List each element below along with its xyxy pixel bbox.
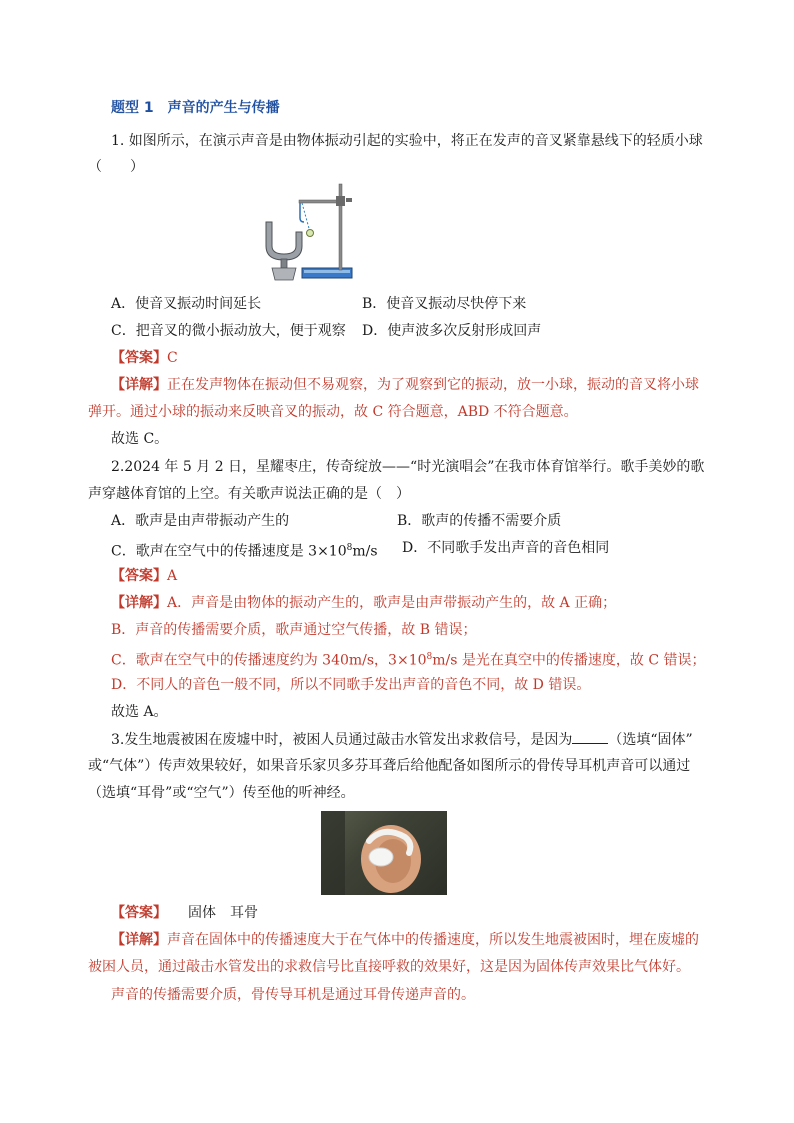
q2-answer xyxy=(111,566,177,586)
q3-stem-line1 xyxy=(111,729,693,750)
clamp-knob xyxy=(336,196,345,206)
detail-tag: 【详解】 xyxy=(111,932,167,948)
q1-conclusion: 故选 C。 xyxy=(111,431,169,447)
q2-option-d: D．不同歌手发出声音的音色相同 xyxy=(402,540,610,556)
q1-stem-line1: 1. 如图所示，在演示声音是由物体振动引起的实验中，将正在发声的音叉紧靠悬线下的轻质小球 xyxy=(111,133,703,149)
q2-option-c-unit: m/s xyxy=(352,543,378,560)
q2-detail-b: B．声音的传播需要介质，歌声通过空气传播，故 B 错误； xyxy=(111,622,477,638)
q3-detail-line3: 声音的传播需要介质，骨传导耳机是通过耳骨传递声音的。 xyxy=(111,987,475,1003)
q3-stem-line3: （选填“耳骨”或“空气”）传至他的听神经。 xyxy=(88,785,355,801)
q1-option-b: B．使音叉振动尽快停下来 xyxy=(362,296,527,312)
q3-answer xyxy=(111,903,258,923)
q2-option-b: B．歌声的传播不需要介质 xyxy=(397,513,562,529)
q1-detail-line2: 弹开。通过小球的振动来反映音叉的振动，故 C 符合题意，ABD 不符合题意。 xyxy=(88,404,578,420)
section-label: 题型 1 xyxy=(111,100,154,116)
answer-value: 固体 耳骨 xyxy=(188,905,258,921)
q2-stem-line1: 2.2024 年 5 月 2 日，星耀枣庄，传奇绽放——“时光演唱会”在我市体育馆举行。歌手美妙的歌 xyxy=(111,459,705,475)
tuning-fork-stand xyxy=(272,268,296,280)
ear-image xyxy=(321,811,447,895)
light-ball xyxy=(307,230,314,237)
clamp-screw xyxy=(346,198,352,202)
answer-tag: 【答案】 xyxy=(111,905,160,921)
q3-stem-text: 3.发生地震被困在废墟中时，被困人员通过敲击水管发出求救信号，是因为 xyxy=(111,732,573,748)
q2-detail-d: D．不同人的音色一般不同，所以不同歌手发出声音的音色不同，故 D 错误。 xyxy=(111,677,591,693)
q2-detail-c-exponent: 8 xyxy=(426,652,433,662)
q2-conclusion: 故选 A。 xyxy=(111,704,168,720)
clamp-arm xyxy=(299,200,341,203)
answer-tag: 【答案】 xyxy=(111,350,167,366)
thread xyxy=(302,203,310,232)
q2-option-a: A．歌声是由声带振动产生的 xyxy=(111,513,290,529)
q1-answer xyxy=(111,348,178,368)
detail-tag: 【详解】 xyxy=(111,595,167,611)
bone-conduction-earphone-photo xyxy=(321,811,447,895)
q3-blank xyxy=(572,729,608,744)
q1-stem-line2: （ ） xyxy=(88,159,144,175)
section-title: 声音的产生与传播 xyxy=(167,100,280,116)
detail-text: 声音在固体中的传播速度大于在气体中的传播速度，所以发生地震被困时，埋在废墟的 xyxy=(167,932,699,948)
q2-stem-line2: 声穿越体育馆的上空。有关歌声说法正确的是（ ） xyxy=(88,486,410,502)
tuning-fork xyxy=(266,222,302,260)
q2-detail-a xyxy=(111,593,616,613)
q1-detail-line1 xyxy=(111,375,699,395)
q2-option-c xyxy=(111,538,378,562)
q1-option-a: A．使音叉振动时间延长 xyxy=(111,296,262,312)
q3-detail-line1 xyxy=(111,930,699,950)
detail-text: A．声音是由物体的振动产生的，歌声是由声带振动产生的，故 A 正确； xyxy=(167,595,617,611)
q1-option-c: C．把音叉的微小振动放大，便于观察 xyxy=(111,323,346,339)
answer-value: A xyxy=(167,568,178,584)
hair-shadow xyxy=(321,811,345,895)
q2-detail-c xyxy=(111,647,706,671)
q2-option-c-text: C．歌声在空气中的传播速度是 3×10 xyxy=(111,543,347,560)
detail-tag: 【详解】 xyxy=(111,377,167,393)
section-heading xyxy=(111,98,280,118)
tuning-fork-stem xyxy=(281,259,287,268)
q2-detail-c-tail: m/s 是光在真空中的传播速度，故 C 错误； xyxy=(432,652,706,669)
detail-text: 正在发声物体在振动但不易观察，为了观察到它的振动，放一小球，振动的音叉将小球 xyxy=(167,377,699,393)
stand-base-highlight xyxy=(304,270,350,273)
q1-option-d: D．使声波多次反射形成回声 xyxy=(362,323,542,339)
q3-detail-line2: 被困人员，通过敲击水管发出的求救信号比直接呼救的效果好，这是因为固体传声效果比气体好。 xyxy=(88,959,690,975)
q3-stem-choice: （选填“固体” xyxy=(608,732,693,748)
q2-detail-c-text: C．歌声在空气中的传播速度约为 340m/s，3×10 xyxy=(111,652,427,669)
q2-option-c-exponent: 8 xyxy=(346,543,353,553)
answer-tag: 【答案】 xyxy=(111,568,167,584)
tuning-fork-apparatus-figure xyxy=(258,182,358,284)
hanging-hook xyxy=(300,203,304,222)
earphone-pad xyxy=(369,848,393,866)
q3-stem-line2: 或“气体”）传声效果较好，如果音乐家贝多芬耳聋后给他配备如图所示的骨传导耳机声音可以通过 xyxy=(88,758,691,774)
answer-value: C xyxy=(167,350,178,366)
